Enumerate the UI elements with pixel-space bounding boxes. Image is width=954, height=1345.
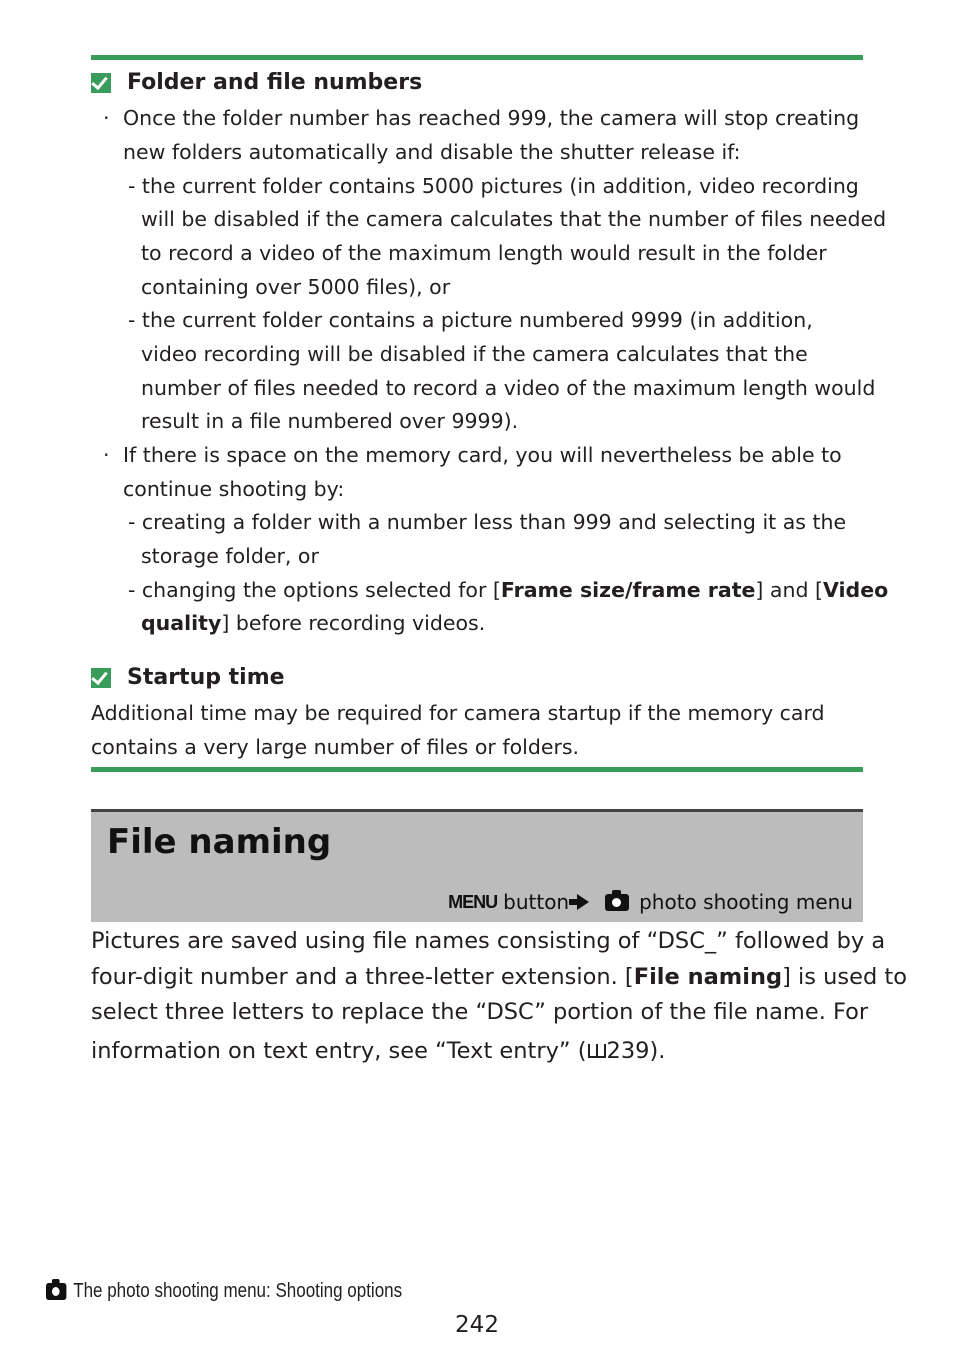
bullet-text: continue shooting by: [123,477,345,501]
sub-item-text: number of files needed to record a video of the maximum length would [141,376,876,400]
text-run: information on text entry, see “Text entry” ( [91,1038,587,1064]
sub-item-text: video recording will be disabled if the camera calculates that the [141,342,808,366]
note-text: Additional time may be required for camera startup if the memory card [91,701,825,725]
camera-icon [605,894,629,911]
sub-item-text: - the current folder contains a picture numbered 9999 (in addition, [128,308,813,332]
text-run: ] and [ [755,578,824,602]
sub-item-text: will be disabled if the camera calculates that the number of files needed [141,207,887,231]
body-text [91,1040,665,1063]
menu-item-reference: Frame size/frame rate [500,578,756,602]
sub-item-text: - the current folder contains 5000 pictures (in addition, video recording [128,174,859,198]
bullet-text: new folders automatically and disable the shutter release if: [123,140,741,164]
note-title: Startup time [127,665,285,690]
bullet-dot: · [103,106,110,130]
body-text [91,966,907,989]
bullet-dot: · [103,443,110,467]
menu-item-reference: quality [141,611,222,635]
camera-icon [46,1283,66,1300]
menu-name: photo shooting menu [639,890,853,914]
arrow-right-icon [577,894,589,910]
note-title: Folder and file numbers [127,70,423,95]
section-title: File naming [107,822,332,862]
note-top-rule [91,55,863,60]
sub-item-text [128,580,888,601]
menu-item-reference: File naming [633,964,783,990]
bullet-text: Once the folder number has reached 999, the camera will stop creating [123,106,860,130]
sub-item-text: result in a file numbered over 9999). [141,409,519,433]
note-text: contains a very large number of files or folders. [91,735,580,759]
note-bottom-rule [91,767,863,772]
sub-item-text: containing over 5000 files), or [141,275,451,299]
check-icon [91,73,111,93]
page-reference-link[interactable]: 239 [606,1038,650,1064]
text-run: four-digit number and a three-letter extension. [ [91,964,634,990]
bullet-text: If there is space on the memory card, you will nevertheless be able to [123,443,842,467]
check-icon [91,668,111,688]
menu-path [448,890,853,914]
menu-item-reference: Video [823,578,889,602]
body-text: Pictures are saved using file names consisting of “DSC_” followed by a [91,928,886,954]
book-icon [588,1044,606,1058]
menu-path-text: button [503,890,570,914]
text-run: ). [649,1038,666,1064]
footer-breadcrumb[interactable] [46,1280,402,1303]
page-number: 242 [455,1312,499,1338]
footer-text: The photo shooting menu: Shooting options [73,1280,403,1302]
note-heading [91,70,422,95]
text-run: ] before recording videos. [221,611,486,635]
sub-item-text: to record a video of the maximum length would result in the folder [141,241,827,265]
sub-item-text: - creating a folder with a number less than 999 and selecting it as the [128,510,847,534]
body-text: select three letters to replace the “DSC” portion of the file name. For [91,999,869,1025]
text-run: ] is used to [782,964,907,990]
section-header [91,809,863,922]
note-heading [91,665,285,690]
sub-item-text: storage folder, or [141,544,319,568]
menu-button-label: MENU [448,891,498,912]
text-run: - changing the options selected for [ [128,578,501,602]
sub-item-text [141,613,485,634]
